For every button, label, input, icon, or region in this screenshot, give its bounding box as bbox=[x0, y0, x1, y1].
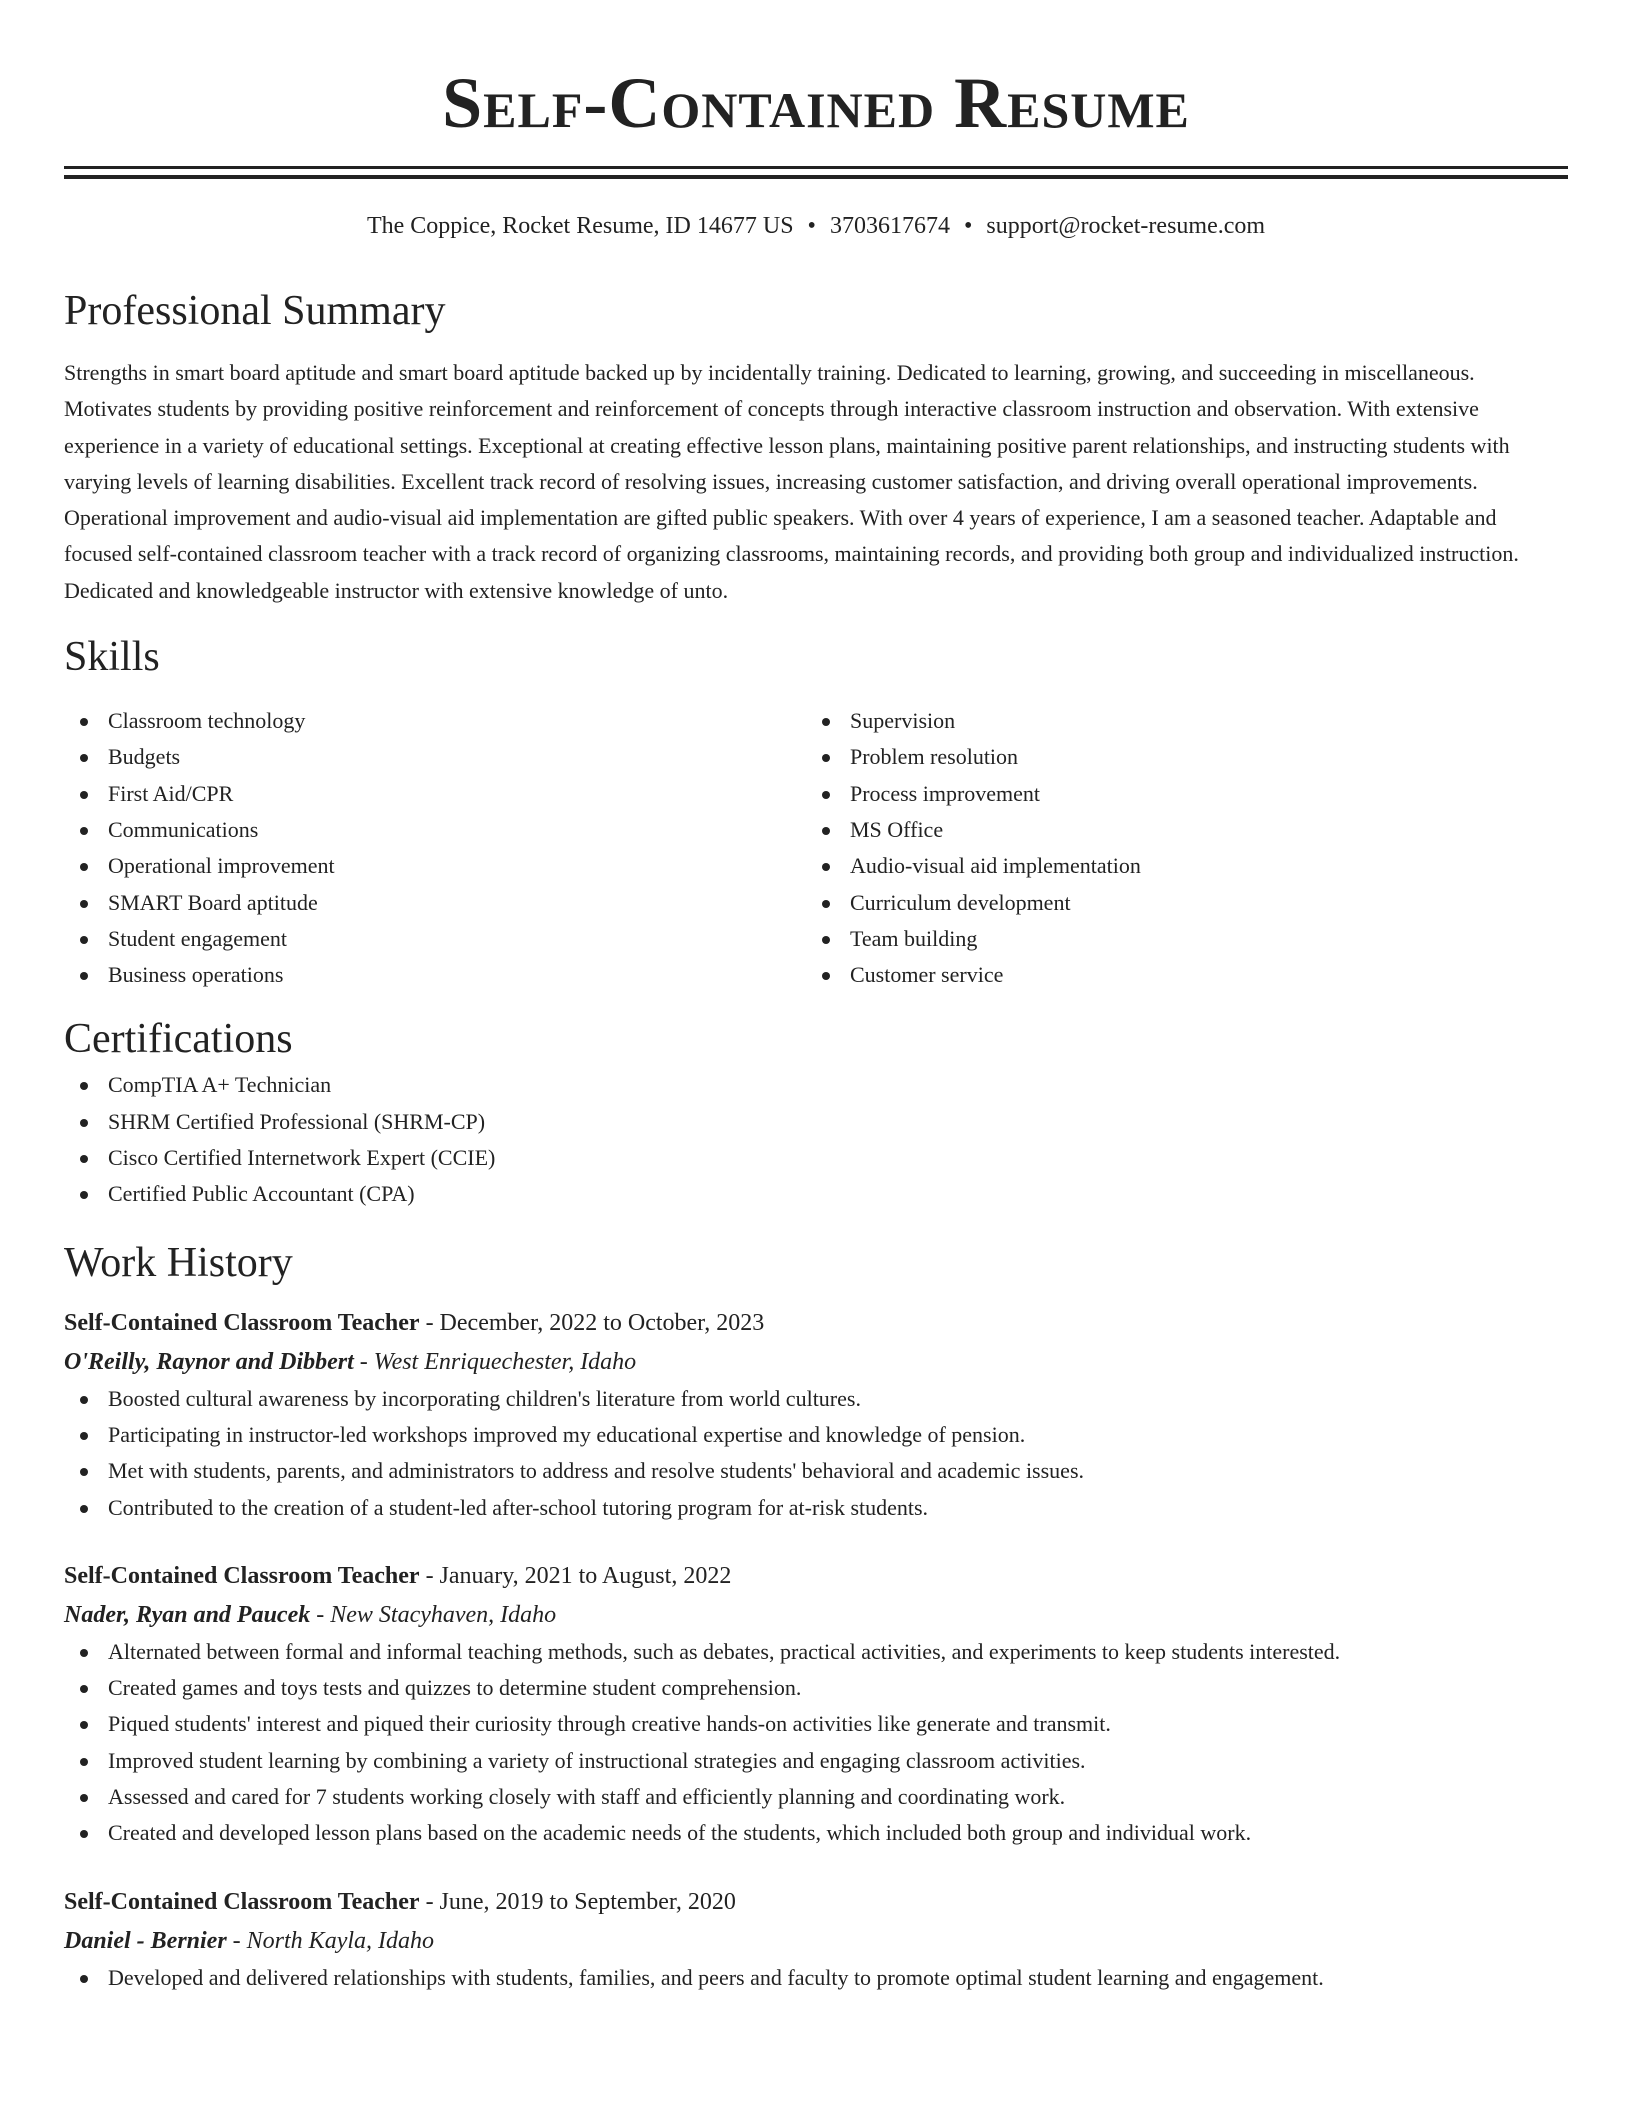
job-employer bbox=[64, 1922, 1568, 1960]
job-header bbox=[64, 1882, 1568, 1922]
job-employer bbox=[64, 1596, 1568, 1634]
job-title: Self-Contained Classroom Teacher bbox=[64, 1888, 420, 1915]
job-location: - North Kayla, Idaho bbox=[226, 1927, 434, 1954]
certification-item: CompTIA A+ Technician bbox=[64, 1067, 1568, 1103]
skill-item: Audio-visual aid implementation bbox=[806, 848, 1548, 884]
job-bullet: Boosted cultural awareness by incorporating children's literature from world cultures. bbox=[64, 1381, 1568, 1417]
job-bullet: Developed and delivered relationships with students, families, and peers and faculty to promote optimal student learning and engagement. bbox=[64, 1960, 1568, 1996]
skill-item: Budgets bbox=[64, 739, 806, 775]
certifications-list bbox=[64, 1067, 1568, 1212]
job-bullet: Improved student learning by combining a variety of instructional strategies and engaging classroom activities. bbox=[64, 1743, 1568, 1779]
skills-list-right bbox=[806, 703, 1548, 993]
job-entry bbox=[64, 1303, 1568, 1526]
skills-column-left bbox=[64, 703, 806, 993]
section-heading-certifications: Certifications bbox=[64, 1016, 293, 1063]
skills-list-left bbox=[64, 703, 806, 993]
contact-separator: • bbox=[807, 213, 816, 239]
job-title: Self-Contained Classroom Teacher bbox=[64, 1309, 420, 1336]
job-bullet: Alternated between formal and informal teaching methods, such as debates, practical activities, and experiments to keep students interested. bbox=[64, 1634, 1568, 1670]
job-dates: - January, 2021 to August, 2022 bbox=[419, 1562, 732, 1589]
skill-item: MS Office bbox=[806, 812, 1548, 848]
job-bullets bbox=[64, 1960, 1568, 1996]
skill-item: Team building bbox=[806, 921, 1548, 957]
skill-item: Process improvement bbox=[806, 776, 1548, 812]
skill-item: Student engagement bbox=[64, 921, 806, 957]
skills-grid bbox=[64, 703, 1568, 993]
job-dates: - June, 2019 to September, 2020 bbox=[419, 1888, 736, 1915]
certification-item: Cisco Certified Internetwork Expert (CCIE) bbox=[64, 1140, 1568, 1176]
certification-item: SHRM Certified Professional (SHRM-CP) bbox=[64, 1104, 1568, 1140]
job-location: - West Enriquechester, Idaho bbox=[353, 1348, 637, 1375]
job-employer bbox=[64, 1343, 1568, 1381]
section-heading-skills: Skills bbox=[64, 634, 160, 681]
skill-item: Curriculum development bbox=[806, 885, 1548, 921]
contact-line bbox=[64, 209, 1568, 243]
job-company: Daniel - Bernier bbox=[64, 1927, 227, 1954]
job-location: - New Stacyhaven, Idaho bbox=[310, 1601, 557, 1628]
skill-item: Customer service bbox=[806, 957, 1548, 993]
resume-page bbox=[64, 0, 1568, 1996]
skill-item: Classroom technology bbox=[64, 703, 806, 739]
contact-address: The Coppice, Rocket Resume, ID 14677 US bbox=[366, 213, 794, 239]
job-entry bbox=[64, 1556, 1568, 1852]
skill-item: First Aid/CPR bbox=[64, 776, 806, 812]
resume-title: Self-Contained Resume bbox=[442, 63, 1190, 143]
certification-item: Certified Public Accountant (CPA) bbox=[64, 1176, 1568, 1212]
title-rule-top bbox=[64, 166, 1568, 169]
job-entry bbox=[64, 1882, 1568, 1996]
contact-separator: • bbox=[963, 213, 973, 239]
job-dates: - December, 2022 to October, 2023 bbox=[419, 1309, 765, 1336]
skill-item: Communications bbox=[64, 812, 806, 848]
job-bullet: Met with students, parents, and administrators to address and resolve students' behavioral and academic issues. bbox=[64, 1453, 1568, 1489]
job-bullet: Participating in instructor-led workshops improved my educational expertise and knowledge of pension. bbox=[64, 1417, 1568, 1453]
job-company: O'Reilly, Raynor and Dibbert bbox=[64, 1348, 354, 1375]
job-company: Nader, Ryan and Paucek bbox=[64, 1601, 311, 1628]
job-bullet: Assessed and cared for 7 students working closely with staff and efficiently planning and coordinating work. bbox=[64, 1779, 1568, 1815]
job-header bbox=[64, 1303, 1568, 1343]
job-bullets bbox=[64, 1381, 1568, 1526]
job-header bbox=[64, 1556, 1568, 1596]
job-bullets bbox=[64, 1634, 1568, 1852]
title-rule-bottom bbox=[64, 175, 1568, 179]
summary-text: Strengths in smart board aptitude and smart board aptitude backed up by incidentally training. Dedicated to learning, growing, and succeeding in miscellaneous. Motivates students by providing positive reinforcement and reinforcement of concepts through interactive classroom instruction and observation. With extensive experience in a variety of educational settings. Exceptional at creating effective lesson plans, maintaining positive parent relationships, and instructing students with varying levels of learning disabilities. Excellent track record of resolving issues, increasing customer satisfaction, and driving overall operational improvements. Operational improvement and audio-visual aid implementation are gifted public speakers. With over 4 years of experience, I am a seasoned teacher. Adaptable and focused self-contained classroom teacher with a track record of organizing classrooms, maintaining records, and providing both group and individualized instruction. Dedicated and knowledgeable instructor with extensive knowledge of unto. bbox=[64, 360, 1519, 603]
job-bullet: Created and developed lesson plans based on the academic needs of the students, which included both group and individual work. bbox=[64, 1815, 1568, 1851]
section-heading-summary: Professional Summary bbox=[64, 288, 446, 334]
job-bullet: Contributed to the creation of a student-led after-school tutoring program for at-risk students. bbox=[64, 1490, 1568, 1526]
job-bullet: Created games and toys tests and quizzes to determine student comprehension. bbox=[64, 1670, 1568, 1706]
contact-phone: 3703617674 bbox=[829, 213, 950, 239]
skill-item: Supervision bbox=[806, 703, 1548, 739]
skill-item: Problem resolution bbox=[806, 739, 1548, 775]
job-title: Self-Contained Classroom Teacher bbox=[64, 1562, 420, 1589]
job-bullet: Piqued students' interest and piqued their curiosity through creative hands-on activities like generate and transmit. bbox=[64, 1706, 1568, 1742]
section-heading-work-history: Work History bbox=[64, 1239, 293, 1286]
contact-email: support@rocket-resume.com bbox=[986, 213, 1266, 239]
skill-item: Operational improvement bbox=[64, 848, 806, 884]
skill-item: Business operations bbox=[64, 957, 806, 993]
skill-item: SMART Board aptitude bbox=[64, 885, 806, 921]
skills-column-right bbox=[806, 703, 1548, 993]
